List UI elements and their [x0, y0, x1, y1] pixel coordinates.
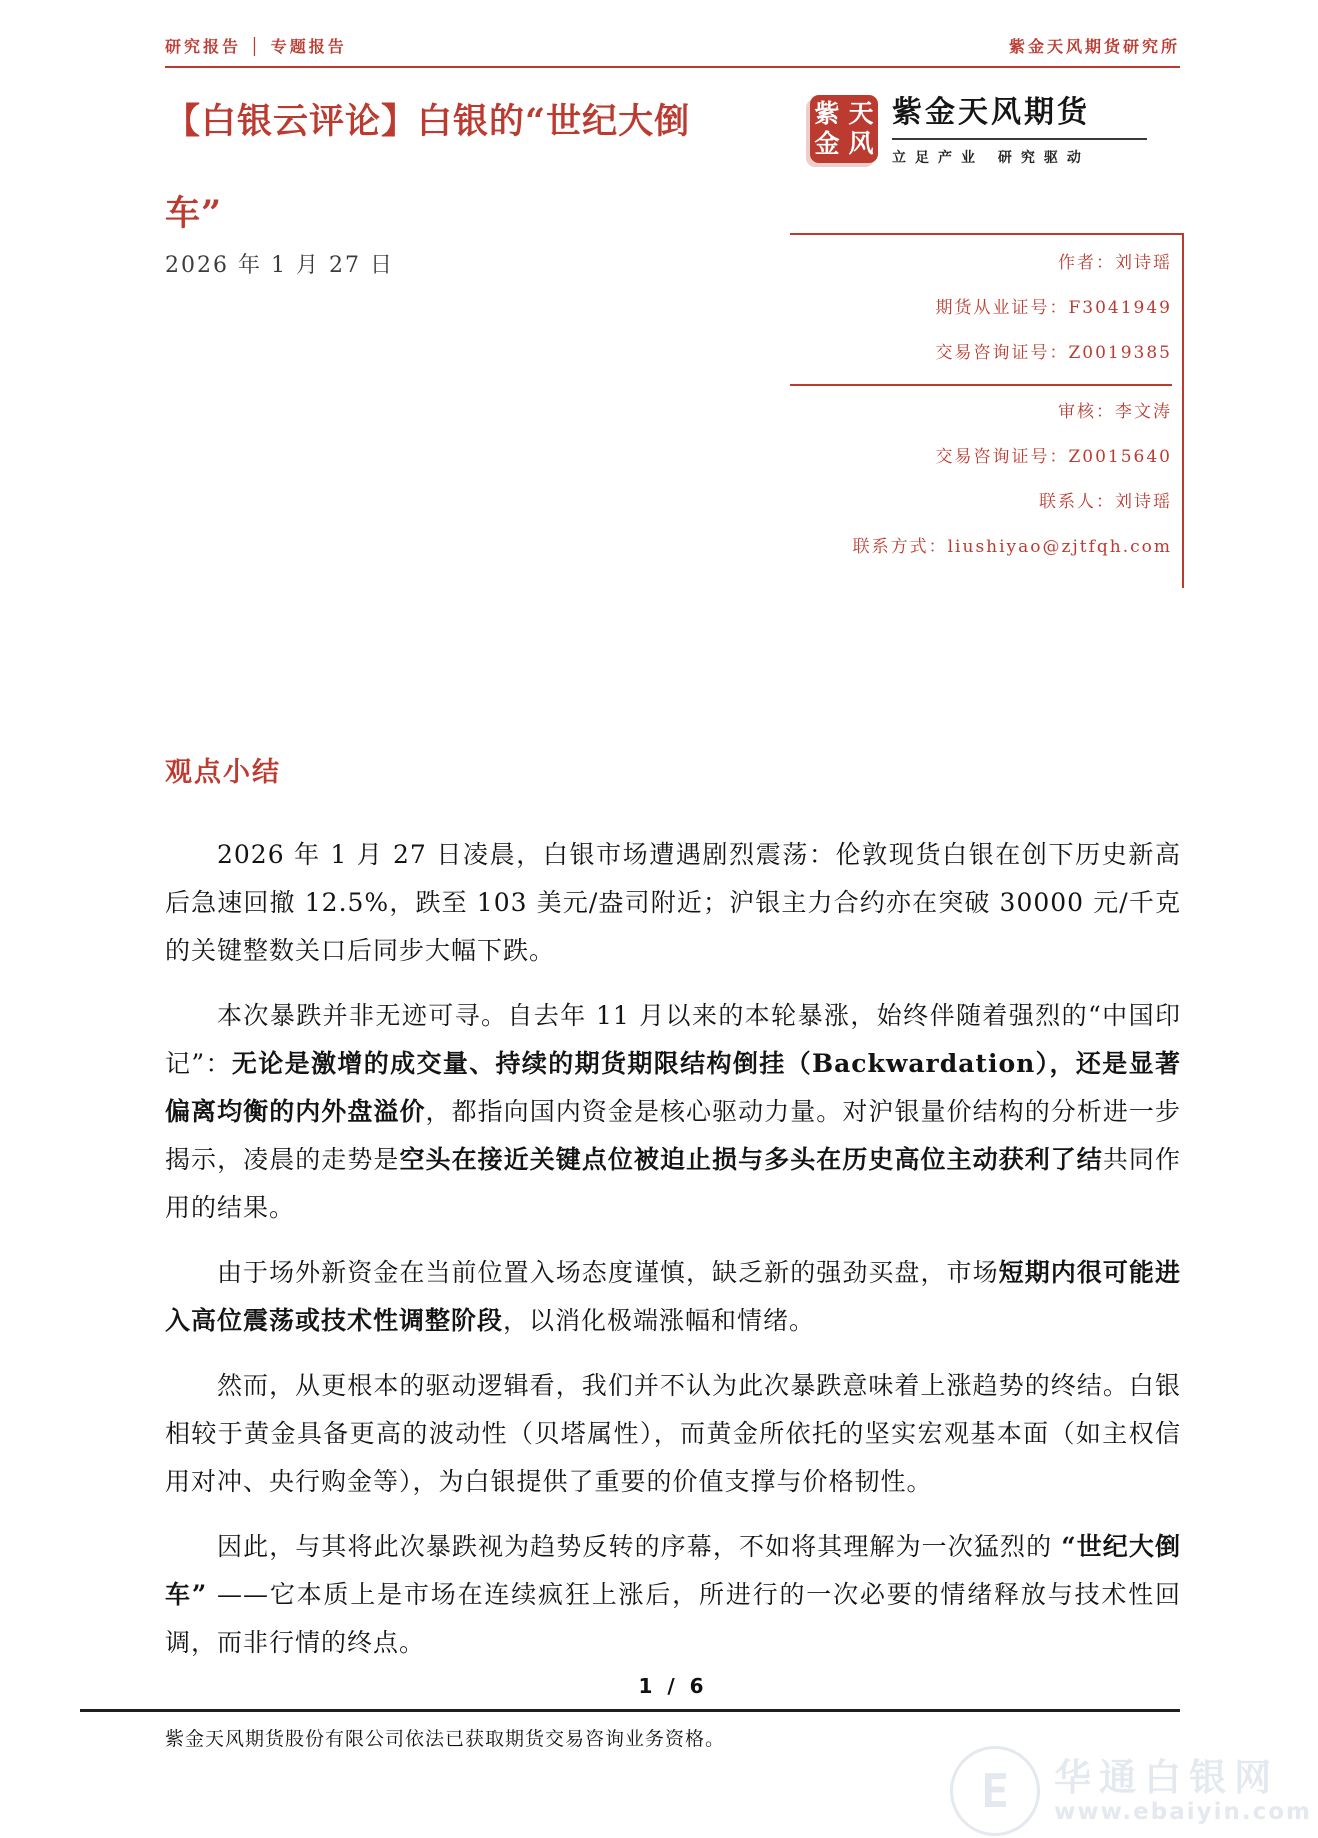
author-info-row: 联系方式：liushiyao@zjtfqh.com — [852, 537, 1172, 557]
company-seal-icon — [810, 95, 878, 163]
brand-divider — [892, 138, 1147, 140]
seal-char: 风 — [848, 129, 874, 158]
header-rule — [165, 66, 1180, 68]
body-text-bold: “世纪大倒车” — [165, 1532, 1181, 1609]
body-text: 由于场外新资金在当前位置入场态度谨慎，缺乏新的强劲买盘，市场 — [217, 1258, 999, 1287]
seal-char: 紫 — [814, 99, 840, 128]
footer-rule — [80, 1709, 1180, 1712]
body-text: 然而，从更根本的驱动逻辑看，我们并不认为此次暴跌意味着上涨趋势的终结。白银相较于黄金具备更高的波动性（贝塔属性），而黄金所依托的坚实宏观基本面（如主权信用对冲、央行购金等），为白银提供了重要的价值支撑与价格韧性。 — [165, 1371, 1181, 1496]
watermark-text — [1054, 1757, 1312, 1826]
body-text-bold: 短期内很可能进入高位震荡或技术性调整阶段 — [165, 1258, 1181, 1335]
author-info-row: 期货从业证号：F3041949 — [935, 298, 1172, 318]
body-paragraph — [165, 992, 1181, 1232]
running-header — [165, 34, 1180, 57]
body-paragraphs — [165, 831, 1181, 1667]
brand-text — [892, 95, 1147, 167]
author-info-row: 作者：刘诗瑶 — [1058, 253, 1172, 273]
seal-char: 金 — [814, 129, 840, 158]
author-info-row: 交易咨询证号：Z0015640 — [935, 447, 1172, 467]
author-group-1 — [790, 241, 1172, 376]
author-info-row: 交易咨询证号：Z0019385 — [935, 343, 1172, 363]
watermark — [950, 1746, 1312, 1836]
body-paragraph — [165, 1249, 1181, 1345]
report-date: 2026 年 1 月 27 日 — [165, 253, 394, 278]
body-text: 本次暴跌并非无迹可寻。自去年 11 月以来的本轮暴涨，始终伴随着强烈的“中国印记”： — [165, 1001, 1181, 1078]
body-text: 共同作用的结果。 — [165, 1145, 1181, 1222]
body-text: ，以消化极端涨幅和情绪。 — [503, 1306, 816, 1335]
watermark-logo-icon: E — [950, 1746, 1040, 1836]
brand-name: 紫金天风期货 — [892, 95, 1090, 130]
page-number: 1 / 6 — [638, 1674, 708, 1698]
author-info-box — [790, 233, 1184, 588]
report-body — [165, 750, 1181, 1684]
brand-slogan: 立足产业 研究驱动 — [892, 150, 1090, 166]
report-title: 【白银云评论】白银的“世纪大倒车” — [165, 101, 691, 234]
watermark-site-name: 华通白银网 — [1054, 1755, 1280, 1799]
watermark-site-url: www.ebaiyin.com — [1054, 1799, 1312, 1826]
body-text: 因此，与其将此次暴跌视为趋势反转的序幕，不如将其理解为一次猛烈的 — [217, 1532, 1062, 1561]
body-text: ——它本质上是市场在连续疯狂上涨后，所进行的一次必要的情绪释放与技术性回调，而非行情的终点。 — [165, 1580, 1182, 1657]
body-text-bold: 空头在接近关键点位被迫止损与多头在历史高位主动获利了结 — [399, 1145, 1103, 1174]
footer-disclaimer: 紫金天风期货股份有限公司依法已获取期货交易咨询业务资格。 — [165, 1728, 726, 1750]
header-institute: 紫金天风期货研究所 — [1008, 37, 1180, 56]
body-text: ，都指向国内资金是核心驱动力量。对沪银量价结构的分析进一步揭示，凌晨的走势是 — [165, 1097, 1181, 1174]
seal-char: 天 — [848, 99, 874, 128]
author-info-row: 联系人：刘诗瑶 — [1039, 492, 1172, 512]
brand-block — [810, 95, 1147, 167]
header-report-type: 研究报告 │ 专题报告 — [165, 37, 347, 56]
body-paragraph — [165, 831, 1181, 975]
body-paragraph — [165, 1523, 1181, 1667]
author-info-row: 审核：李文涛 — [1058, 402, 1172, 422]
author-group-2 — [790, 384, 1172, 570]
body-text-bold: 无论是激增的成交量、持续的期货期限结构倒挂（Backwardation），还是显著偏离均衡的内外盘溢价 — [165, 1049, 1182, 1126]
section-heading: 观点小结 — [165, 757, 281, 788]
body-paragraph — [165, 1362, 1181, 1506]
body-text: 2026 年 1 月 27 日凌晨，白银市场遭遇剧烈震荡：伦敦现货白银在创下历史新高后急速回撤 12.5%，跌至 103 美元/盎司附近；沪银主力合约亦在突破 30000 元/千克的关键整数关口后同步大幅下跌。 — [165, 840, 1181, 965]
